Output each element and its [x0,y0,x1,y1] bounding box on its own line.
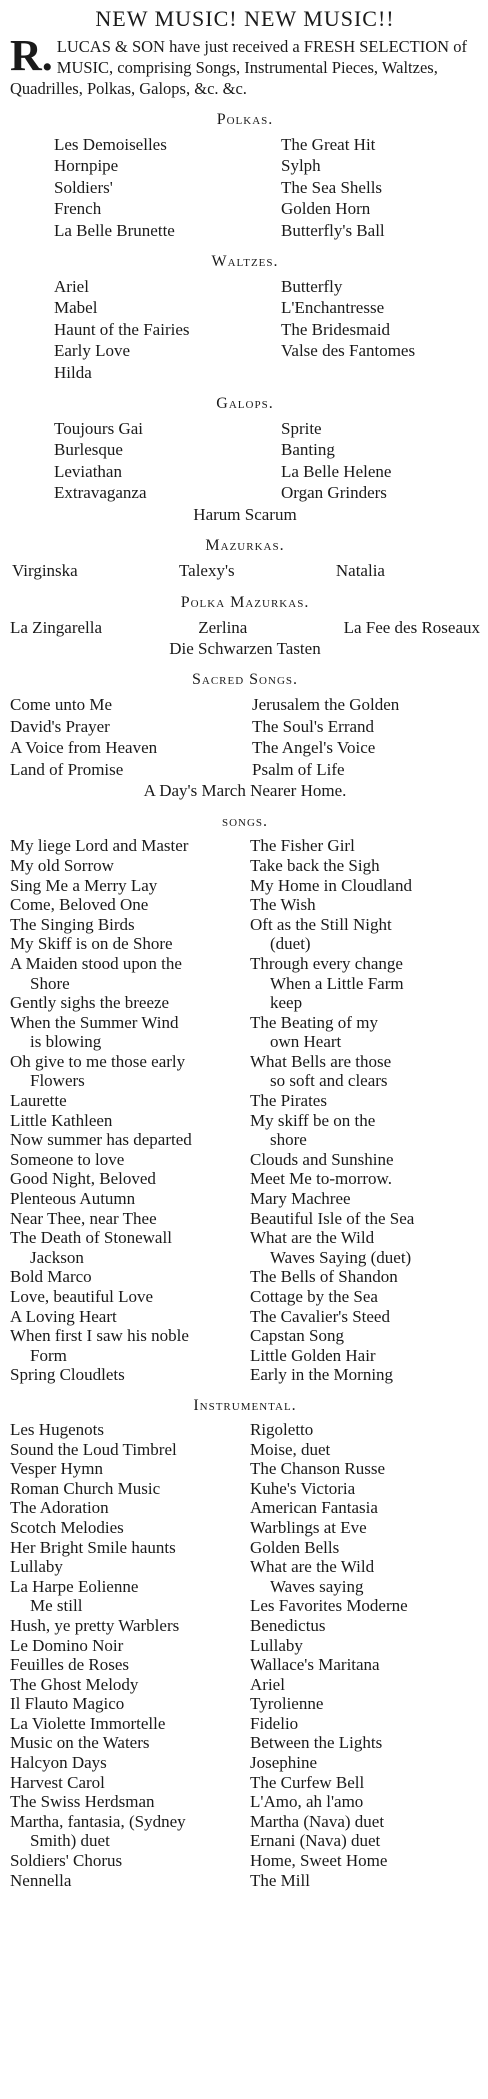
instrumental-item: Le Domino Noir [10,1635,124,1655]
songs-item: is blowing [30,1032,102,1052]
songs-item: Someone to love [10,1149,125,1169]
polka-mazurkas-last-item: Die Schwarzen Tasten [169,638,321,658]
songs-item: shore [270,1130,307,1150]
instrumental-item: The Adoration [10,1498,109,1518]
songs-item: The Fisher Girl [250,836,355,856]
songs-item: Cottage by the Sea [250,1287,378,1306]
section-heading-galops: Galops. [216,395,274,413]
instrumental-item: What are the Wild [250,1557,375,1577]
instrumental-item: Martha, fantasia, (Sydney [10,1811,186,1831]
songs-item: Oft as the Still Night [250,914,392,934]
instrumental-item: The Mill [250,1870,310,1890]
instrumental-item: Ariel [250,1674,285,1694]
polkas-item: Butterfly's Ball [281,220,385,240]
songs-item: Through every change [250,953,403,973]
polka_mazurkas-item: Zerlina [198,617,248,637]
songs-item: Bold Marco [10,1267,92,1287]
songs-item: Love, beautiful Love [10,1287,154,1306]
songs-item: When a Little Farm [270,973,404,993]
songs-item: Beautiful Isle of the Sea [250,1208,415,1228]
waltzes-item [281,362,488,383]
songs-item: Flowers [30,1071,85,1091]
instrumental-item: Halcyon Days [10,1753,107,1773]
section-heading-mazurkas: Mazurkas. [205,537,285,555]
songs-item: Little Golden Hair [250,1345,376,1365]
polkas-item: French [54,199,102,219]
songs-item: so soft and clears [270,1071,388,1091]
polkas-item: The Sea Shells [281,177,383,197]
instrumental-item: Home, Sweet Home [250,1851,388,1871]
galops-last-item: Harum Scarum [193,504,297,524]
instrumental-item: Between the Lights [250,1733,383,1753]
sacred-item: Come unto Me [10,695,112,715]
sacred-item: The Angel's Voice [252,738,376,758]
polkas-item: Soldiers' [54,177,113,197]
instrumental-item: La Violette Immortelle [10,1713,166,1733]
sacred-item: The Soul's Errand [252,716,375,736]
songs-item: Shore [30,973,70,993]
section-heading-songs: songs. [221,813,269,831]
sacred-item: Jerusalem the Golden [252,695,400,715]
section-heading-waltzes: Waltzes. [211,253,279,271]
songs-item: Meet Me to-morrow. [250,1169,392,1189]
sacred-songs-list [10,694,480,780]
songs-item: The Cavalier's Steed [250,1306,390,1326]
songs-item: Capstan Song [250,1326,344,1346]
polkas-item: Sylph [281,156,321,176]
instrumental-item: The Chanson Russe [250,1459,386,1479]
section-heading-sacred-songs: Sacred Songs. [191,671,299,689]
instrumental-item: Rigoletto [250,1419,314,1439]
sacred-item: Land of Promise [10,759,124,779]
waltzes-item: The Bridesmaid [281,319,391,339]
waltzes-list [10,276,480,383]
songs-item: What Bells are those [250,1051,392,1071]
waltzes-item: Haunt of the Fairies [54,319,190,339]
instrumental-item: Nennella [10,1870,72,1890]
instrumental-item: The Ghost Melody [10,1674,139,1694]
instrumental-item: Kuhe's Victoria [250,1478,356,1498]
instrumental-item: Il Flauto Magico [10,1694,125,1714]
section-heading-polka-mazurkas: Polka Mazurkas. [180,593,310,611]
songs-item: The Singing Birds [10,914,135,934]
instrumental-item: Tyrolienne [250,1694,324,1714]
waltzes-item: Mabel [54,298,98,318]
sacred-item: David's Prayer [10,716,110,736]
instrumental-item: Benedictus [250,1615,326,1635]
instrumental-list [10,1420,480,1890]
instrumental-item: L'Amo, ah l'amo [250,1792,364,1812]
songs-item: Good Night, Beloved [10,1169,156,1189]
songs-item: Clouds and Sunshine [250,1149,394,1169]
songs-item: A Maiden stood upon the [10,953,182,973]
songs-item: The Wish [250,895,316,915]
galops-item: La Belle Helene [281,461,392,481]
instrumental-item: Les Hugenots [10,1419,104,1439]
page-title: NEW MUSIC! NEW MUSIC!! [95,6,395,31]
drop-cap: R. [10,31,53,80]
instrumental-item: Fidelio [250,1713,299,1733]
instrumental-item: Feuilles de Roses [10,1655,129,1675]
instrumental-item: Scotch Melodies [10,1517,124,1537]
songs-item: Laurette [10,1091,67,1111]
instrumental-item: Golden Bells [250,1537,340,1557]
waltzes-item: Valse des Fantomes [281,341,416,361]
songs-item: Early in the Morning [250,1365,394,1385]
mazurkas-list [10,560,480,581]
songs-item: My old Sorrow [10,855,114,875]
instrumental-item: Waves saying [270,1576,364,1596]
songs-item: own Heart [270,1032,342,1052]
intro-text: LUCAS & SON have just received a FRESH SELECTION of MUSIC, comprising Songs, Instrumental Pieces, Waltzes, Quadrilles, Polkas, Galops, &c. &c. [10,37,467,98]
instrumental-item: Moise, duet [250,1439,331,1459]
polka_mazurkas-item: La Zingarella [10,617,103,637]
songs-item: What are the Wild [250,1228,375,1248]
instrumental-item: The Curfew Bell [250,1772,365,1792]
songs-item: Plenteous Autumn [10,1189,136,1209]
songs-item: My Home in Cloudland [250,875,412,895]
songs-item: The Beating of my [250,1012,378,1032]
instrumental-item: Warblings at Eve [250,1517,367,1537]
mazurkas-item: Virginska [12,561,78,581]
instrumental-item: Vesper Hymn [10,1459,104,1479]
instrumental-item: Soldiers' Chorus [10,1851,123,1871]
waltzes-item: Ariel [54,277,89,297]
instrumental-item: Sound the Loud Timbrel [10,1439,177,1459]
songs-item: Come, Beloved One [10,895,149,915]
instrumental-item: Les Favorites Moderne [250,1596,408,1616]
instrumental-item: Lullaby [10,1557,63,1577]
instrumental-item: Lullaby [250,1635,303,1655]
polkas-item: La Belle Brunette [54,220,175,240]
instrumental-item: Her Bright Smile haunts [10,1537,176,1557]
songs-item: Sing Me a Merry Lay [10,875,158,895]
polka-mazurkas-list [10,617,480,638]
section-heading-polkas: Polkas. [216,111,274,128]
waltzes-item: Early Love [54,341,130,361]
songs-item: My skiff be on the [250,1110,376,1130]
instrumental-item: Music on the Waters [10,1733,150,1753]
sacred-songs-last-item: A Day's March Nearer Home. [143,780,347,800]
instrumental-item: Ernani (Nava) duet [250,1831,381,1851]
songs-item: keep [270,993,303,1013]
instrumental-item: Martha (Nava) duet [250,1811,385,1831]
songs-item: The Death of Stonewall [10,1228,172,1248]
songs-item: The Bells of Shandon [250,1267,398,1287]
section-heading-instrumental: Instrumental. [193,1396,297,1414]
sacred-item: A Voice from Heaven [10,738,158,758]
polkas-item: Golden Horn [281,199,371,219]
songs-item: Oh give to me those early [10,1051,186,1071]
mazurkas-item: Talexy's [178,561,235,581]
songs-item: My liege Lord and Master [10,836,189,856]
galops-item: Burlesque [54,440,123,460]
galops-item: Leviathan [54,461,122,481]
instrumental-item: Harvest Carol [10,1772,105,1792]
songs-item: The Pirates [250,1091,327,1111]
songs-item: (duet) [270,934,311,954]
instrumental-item: Me still [30,1596,83,1616]
polka_mazurkas-item: La Fee des Roseaux [343,617,480,637]
waltzes-item: Hilda [54,362,92,382]
songs-item: My Skiff is on de Shore [10,934,173,954]
instrumental-item: Josephine [250,1753,318,1773]
songs-item: A Loving Heart [10,1306,117,1326]
instrumental-item: Wallace's Maritana [250,1655,380,1675]
songs-item: Little Kathleen [10,1110,113,1130]
polkas-list [10,134,480,241]
polkas-item: Les Demoiselles [54,135,167,154]
waltzes-item: L'Enchantresse [281,298,385,318]
sacred-item: Psalm of Life [252,759,345,779]
instrumental-item: La Harpe Eolienne [10,1576,139,1596]
instrumental-item: Smith) duet [30,1831,110,1851]
instrumental-item: American Fantasia [250,1498,378,1518]
polkas-item: The Great Hit [281,135,376,154]
songs-list [10,836,480,1385]
instrumental-item: The Swiss Herdsman [10,1792,155,1812]
songs-item: Spring Cloudlets [10,1365,125,1385]
galops-item: Banting [281,440,335,460]
instrumental-item: Hush, ye pretty Warblers [10,1615,180,1635]
songs-item: Jackson [30,1247,84,1267]
galops-item: Sprite [281,419,322,439]
songs-item: Mary Machree [250,1189,351,1209]
songs-item: Now summer has departed [10,1130,192,1150]
waltzes-item: Butterfly [281,277,343,297]
galops-item: Extravaganza [54,483,147,503]
galops-item: Organ Grinders [281,483,387,503]
galops-item: Toujours Gai [54,419,143,439]
mazurkas-item: Natalia [335,561,385,581]
polkas-item: Hornpipe [54,156,119,176]
songs-item: Waves Saying (duet) [270,1247,412,1267]
songs-item: Gently sighs the breeze [10,993,170,1013]
intro-paragraph [10,31,480,99]
songs-item: When first I saw his noble [10,1326,189,1346]
instrumental-item: Roman Church Music [10,1478,161,1498]
songs-item: Take back the Sigh [250,855,380,875]
songs-item: When the Summer Wind [10,1012,179,1032]
songs-item: Near Thee, near Thee [10,1208,157,1228]
galops-list [10,418,480,504]
songs-item: Form [30,1345,67,1365]
